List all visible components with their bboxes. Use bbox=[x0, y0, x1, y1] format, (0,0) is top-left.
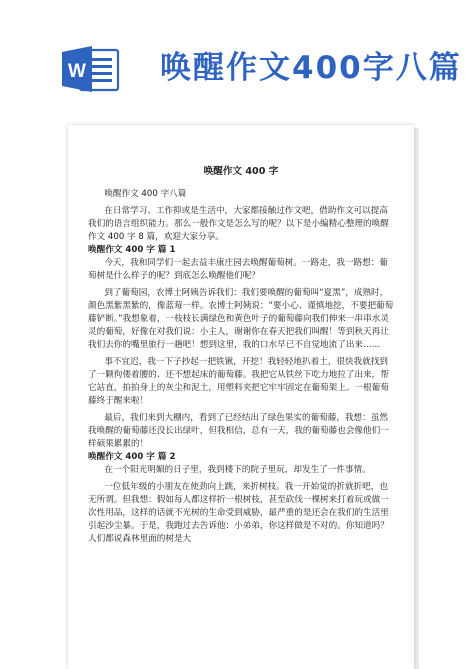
document-page bbox=[68, 125, 414, 669]
banner-title: 唤醒作文400字八篇 bbox=[160, 50, 462, 86]
paragraph: 到了葡萄园，农博士阿姨告诉我们：我们要唤醒的葡萄叫“夏黑”，成熟时，颜色黑紫黑紫的，像蓝莓一样。农博士阿姨说：“要小心、谨慎地挖，不要把葡萄藤铲断。”我想象着，一枝枝长满绿色和黄色叶子的葡萄藤向我们伸来一串串水灵灵的葡萄，好像在对我们说：小主人，谢谢你在春天把我们叫醒！等到秋天再让我们去你的嘴里旅行一趟吧！想到这里，我的口水早已不自觉地流了出来…… bbox=[88, 288, 394, 350]
paragraph: 一位低年级的小朋友在使劲向上跳，来折树枝。我一开始觉的折就折吧，也无所谓。但我想：假如每人都这样折一根树枝，甚至砍伐一棵树来打着玩或做一次性用品，这样的话就不光树的生命受到威胁，最严重的是还会在我们的生活里引起沙尘暴。于是，我跑过去告诉他：小弟弟，你这样做是不对的。你知道吗？人们都说森林里面的树是大 bbox=[88, 482, 389, 544]
paragraph: 在一个阳光明媚的日子里，我到楼下的院子里玩，却发生了一件事情。 bbox=[104, 465, 371, 475]
document-body bbox=[88, 165, 394, 546]
paragraph: 今天，我和同学们一起去益丰康庄园去唤醒葡萄树。一路走，我一路想：葡萄树是什么样子的呢？到底怎么唤醒他们呢？ bbox=[88, 258, 388, 281]
word-icon bbox=[60, 44, 120, 94]
section-heading-1: 唤醒作文 400 字 篇 1 bbox=[88, 245, 176, 255]
section-heading-2: 唤醒作文 400 字 篇 2 bbox=[88, 452, 176, 462]
paragraph: 事不宜迟，我一下子抄起一把铁锹，开挖！我轻轻地扒着土，很快我就找到了一颗佝偻着腰的、还不想起床的葡萄藤。我把它从铁丝下吃力地拉了出来，帮它站直，拍拍身上的灰尘和泥土，用塑料夹把它牢牢固定在葡萄架上。一根葡萄藤终于醒来啦！ bbox=[88, 357, 389, 406]
document-title: 唤醒作文 400 字 bbox=[203, 166, 279, 177]
paragraph: 最后，我们来到大棚内，看到了已经结出了绿色果实的葡萄藤，我想：虽然我唤醒的葡萄藤还没长出绿叶，但我相信，总有一天，我的葡萄藤也会像他们一样硕果累累的！ bbox=[88, 413, 389, 449]
paragraph-intro: 在日常学习、工作抑或是生活中，大家都接触过作文吧，借助作文可以提高我们的语言组织能力。那么一般作文是怎么写的呢？以下是小编精心整理的唤醒作文 400 字 8 篇，欢迎大家分享。 bbox=[88, 206, 389, 242]
document-subtitle: 唤醒作文 400 字八篇 bbox=[104, 189, 187, 199]
svg-text:W: W bbox=[68, 61, 86, 82]
page-banner bbox=[0, 0, 474, 120]
